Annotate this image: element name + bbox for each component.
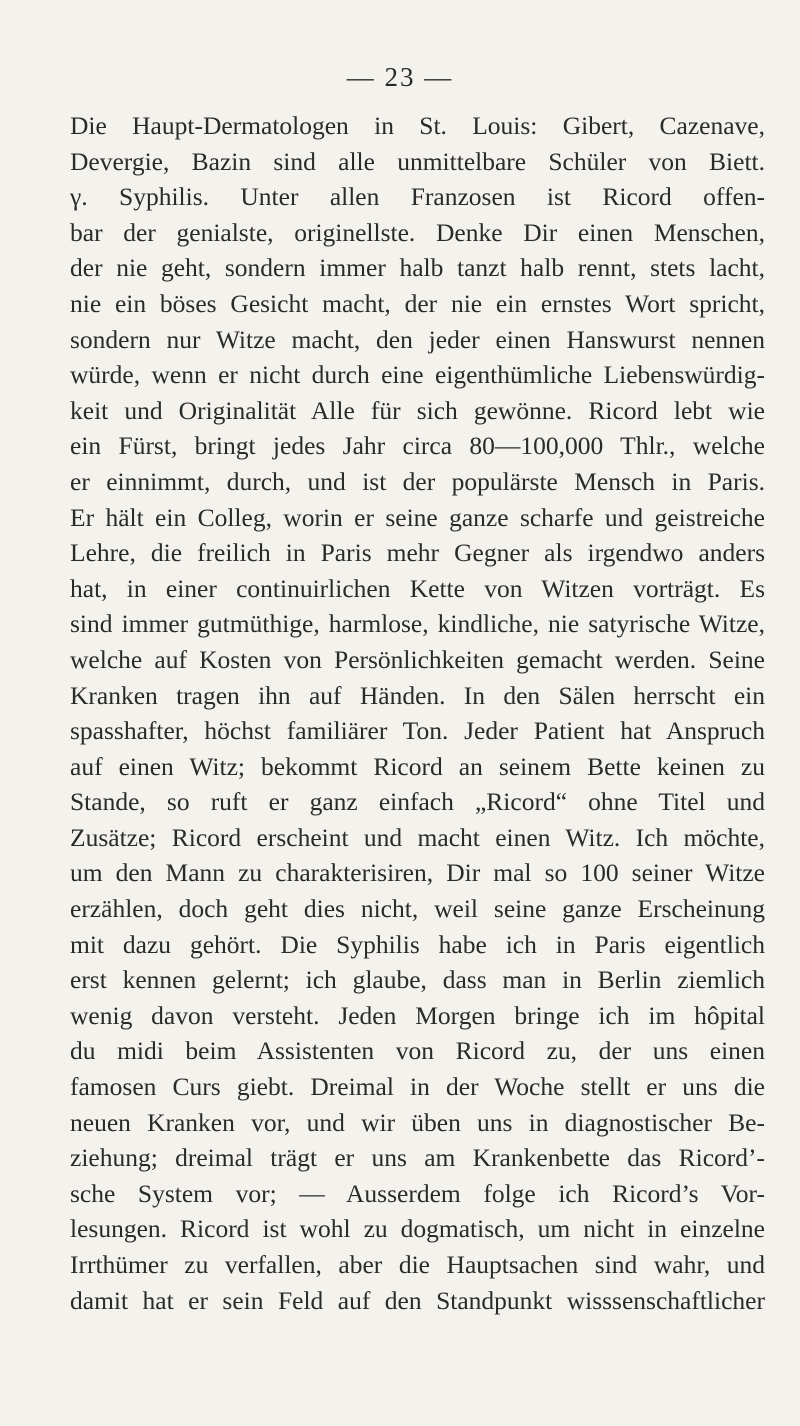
text-line: um den Mann zu charakterisiren, Dir mal so 100 seiner Witze [70,858,765,888]
text-line: ziehung; dreimal trägt er uns am Krankenbette das Ricord’- [70,1143,765,1173]
text-line: Er hält ein Colleg, worin er seine ganze scharfe und geistreiche [70,502,765,532]
text-line: Devergie, Bazin sind alle unmittelbare Schüler von Biett. [70,146,765,176]
text-line: Kranken tragen ihn auf Händen. In den Sälen herrscht ein [70,680,765,710]
text-line: erzählen, doch geht dies nicht, weil seine ganze Erscheinung [70,894,765,924]
text-line: keit und Originalität Alle für sich gewönne. Ricord lebt wie [70,395,765,425]
text-line: erst kennen gelernt; ich glaube, dass man in Berlin ziemlich [70,965,765,995]
text-line: sondern nur Witze macht, den jeder einen Hanswurst nennen [70,324,765,354]
text-line: lesungen. Ricord ist wohl zu dogmatisch, um nicht in einzelne [70,1214,765,1244]
text-line: bar der genialste, originellste. Denke Dir einen Menschen, [70,217,765,247]
text-line: hat, in einer continuirlichen Kette von Witzen vorträgt. Es [70,573,765,603]
text-line: mit dazu gehört. Die Syphilis habe ich in Paris eigentlich [70,929,765,959]
page-number: — 23 — [346,62,454,92]
text-line: sche System vor; — Ausserdem folge ich Ricord’s Vor- [70,1178,765,1208]
text-line: Lehre, die freilich in Paris mehr Gegner als irgendwo anders [70,538,765,568]
text-line: auf einen Witz; bekommt Ricord an seinem Bette keinen zu [70,751,765,781]
text-line: Zusätze; Ricord erscheint und macht einen Witz. Ich möchte, [70,822,765,852]
text-line: γ. Syphilis. Unter allen Franzosen ist Ricord offen- [70,182,765,212]
text-line: damit hat er sein Feld auf den Standpunkt wisssenschaftlicher [70,1285,765,1315]
body-text [70,108,765,1318]
text-line: spasshafter, höchst familiärer Ton. Jeder Patient hat Anspruch [70,716,765,746]
text-line: ein Fürst, bringt jedes Jahr circa 80—100,000 Thlr., welche [70,431,765,461]
text-line: Stande, so ruft er ganz einfach „Ricord“ ohne Titel und [70,787,765,817]
text-line: der nie geht, sondern immer halb tanzt halb rennt, stets lacht, [70,253,765,283]
text-line: Die Haupt-Dermatologen in St. Louis: Gibert, Cazenave, [70,111,765,140]
text-line: würde, wenn er nicht durch eine eigenthümliche Liebenswürdig- [70,360,765,390]
text-line: famosen Curs giebt. Dreimal in der Woche stellt er uns die [70,1072,765,1102]
text-line: er einnimmt, durch, und ist der populärste Mensch in Paris. [70,466,765,496]
text-line: sind immer gutmüthige, harmlose, kindliche, nie satyrische Witze, [70,609,765,639]
text-line: nie ein böses Gesicht macht, der nie ein ernstes Wort spricht, [70,288,765,318]
text-line: wenig davon versteht. Jeden Morgen bringe ich im hôpital [70,1000,765,1030]
text-line: neuen Kranken vor, und wir üben uns in diagnostischer Be- [70,1107,765,1137]
text-line: du midi beim Assistenten von Ricord zu, der uns einen [70,1036,765,1066]
text-line: Irrthümer zu verfallen, aber die Hauptsachen sind wahr, und [70,1250,765,1279]
text-line: welche auf Kosten von Persönlichkeiten gemacht werden. Seine [70,644,765,674]
